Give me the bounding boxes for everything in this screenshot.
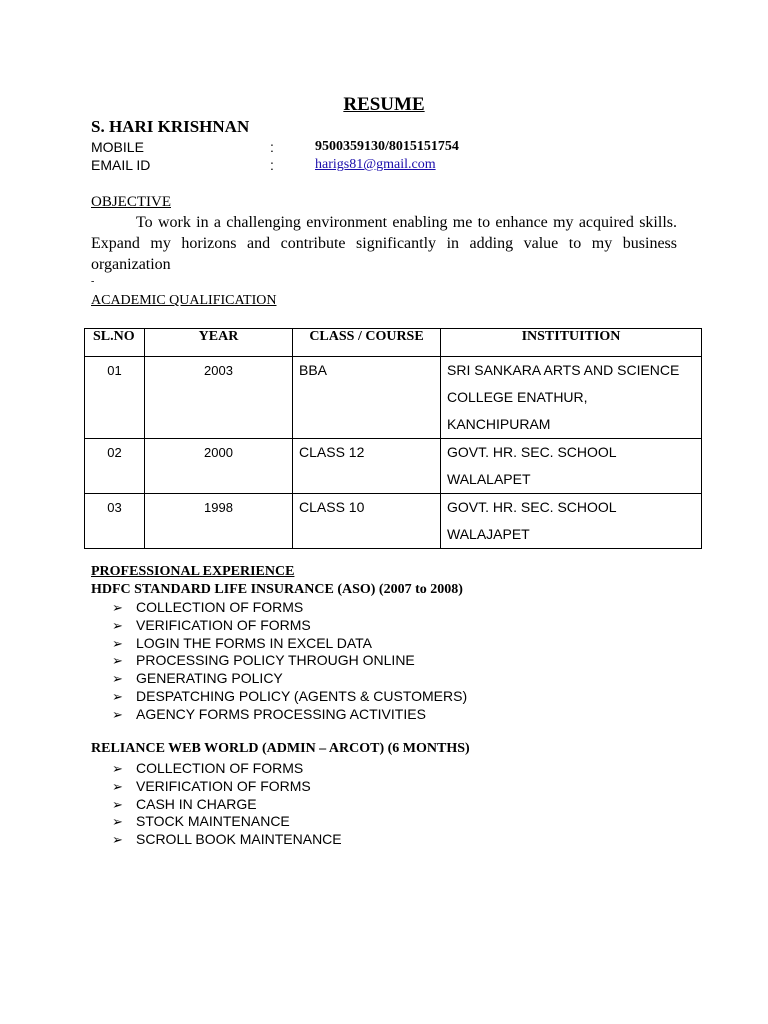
job-title: HDFC STANDARD LIFE INSURANCE (ASO) (2007 to 2008)	[91, 582, 463, 597]
duty-text: STOCK MAINTENANCE	[136, 813, 290, 830]
arrow-bullet-icon: ➢	[112, 814, 123, 830]
institution-cell	[441, 439, 702, 494]
email-link[interactable]: harigs81@gmail.com	[315, 157, 436, 172]
mobile-value: 9500359130/8015151754	[315, 139, 459, 154]
course-cell: BBA	[293, 357, 441, 439]
objective-heading: OBJECTIVE	[91, 194, 171, 210]
list-item	[110, 760, 342, 778]
column-header-year: YEAR	[145, 329, 293, 357]
arrow-bullet-icon: ➢	[112, 600, 123, 615]
institution-line: SRI SANKARA ARTS AND SCIENCE	[447, 362, 680, 378]
arrow-bullet-icon: ➢	[112, 653, 123, 669]
institution-cell	[441, 357, 702, 439]
list-item	[110, 688, 467, 706]
arrow-bullet-icon: ➢	[112, 832, 123, 848]
stray-mark: -	[91, 276, 95, 287]
list-item	[110, 706, 467, 724]
document-title: RESUME	[343, 94, 425, 115]
academic-heading: ACADEMIC QUALIFICATION	[91, 293, 277, 308]
year-cell: 2003	[145, 357, 293, 439]
institution-line: GOVT. HR. SEC. SCHOOL	[447, 499, 617, 515]
mobile-label: MOBILE	[91, 139, 144, 155]
arrow-bullet-icon: ➢	[112, 688, 123, 704]
institution-cell	[441, 494, 702, 549]
duty-text: AGENCY FORMS PROCESSING ACTIVITIES	[136, 705, 426, 722]
institution-line: WALAJAPET	[447, 526, 530, 542]
email-label: EMAIL ID	[91, 157, 151, 173]
candidate-name: S. HARI KRISHNAN	[91, 117, 250, 136]
duty-text: DESPATCHING POLICY (AGENTS & CUSTOMERS)	[136, 687, 468, 704]
list-item	[110, 599, 467, 617]
list-item	[110, 796, 342, 814]
academic-table	[84, 328, 702, 549]
duty-text: SCROLL BOOK MAINTENANCE	[136, 831, 342, 848]
table-row	[85, 439, 702, 494]
arrow-bullet-icon: ➢	[112, 706, 123, 722]
duty-text: VERIFICATION OF FORMS	[136, 616, 311, 633]
arrow-bullet-icon: ➢	[112, 761, 123, 776]
email-separator: :	[270, 157, 274, 173]
institution-line: COLLEGE ENATHUR,	[447, 389, 588, 405]
arrow-bullet-icon: ➢	[112, 778, 123, 794]
institution-line: KANCHIPURAM	[447, 416, 551, 432]
arrow-bullet-icon: ➢	[112, 617, 123, 633]
duty-list	[110, 760, 342, 849]
course-cell: CLASS 12	[293, 439, 441, 494]
list-item	[110, 831, 342, 849]
objective-body: To work in a challenging environment enabling me to enhance my acquired skills. Expand my horizons and contribute significantly in adding value to my business organization	[91, 214, 677, 273]
experience-heading: PROFESSIONAL EXPERIENCE	[91, 564, 295, 579]
duty-text: COLLECTION OF FORMS	[136, 760, 304, 776]
list-item	[110, 652, 467, 670]
arrow-bullet-icon: ➢	[112, 796, 123, 812]
table-header-row	[85, 329, 702, 357]
duty-text: CASH IN CHARGE	[136, 795, 257, 812]
column-header-slno: SL.NO	[85, 329, 145, 357]
year-cell: 1998	[145, 494, 293, 549]
duty-list	[110, 599, 467, 724]
objective-text	[91, 212, 677, 275]
mobile-separator: :	[270, 139, 274, 155]
year-cell: 2000	[145, 439, 293, 494]
slno-cell: 02	[85, 439, 145, 494]
institution-line: GOVT. HR. SEC. SCHOOL	[447, 444, 617, 460]
table-row	[85, 494, 702, 549]
slno-cell: 01	[85, 357, 145, 439]
job-title: RELIANCE WEB WORLD (ADMIN – ARCOT) (6 MONTHS)	[91, 741, 470, 756]
duty-text: COLLECTION OF FORMS	[136, 599, 304, 615]
duty-text: VERIFICATION OF FORMS	[136, 777, 311, 794]
duty-text: LOGIN THE FORMS IN EXCEL DATA	[136, 634, 372, 651]
list-item	[110, 617, 467, 635]
table-row	[85, 357, 702, 439]
arrow-bullet-icon: ➢	[112, 671, 123, 687]
column-header-course: CLASS / COURSE	[293, 329, 441, 357]
list-item	[110, 778, 342, 796]
column-header-institution: INSTITUITION	[441, 329, 702, 357]
course-cell: CLASS 10	[293, 494, 441, 549]
duty-text: GENERATING POLICY	[136, 670, 283, 687]
arrow-bullet-icon: ➢	[112, 635, 123, 651]
list-item	[110, 635, 467, 653]
duty-text: PROCESSING POLICY THROUGH ONLINE	[136, 652, 415, 669]
list-item	[110, 670, 467, 688]
institution-line: WALALAPET	[447, 471, 531, 487]
list-item	[110, 813, 342, 831]
slno-cell: 03	[85, 494, 145, 549]
